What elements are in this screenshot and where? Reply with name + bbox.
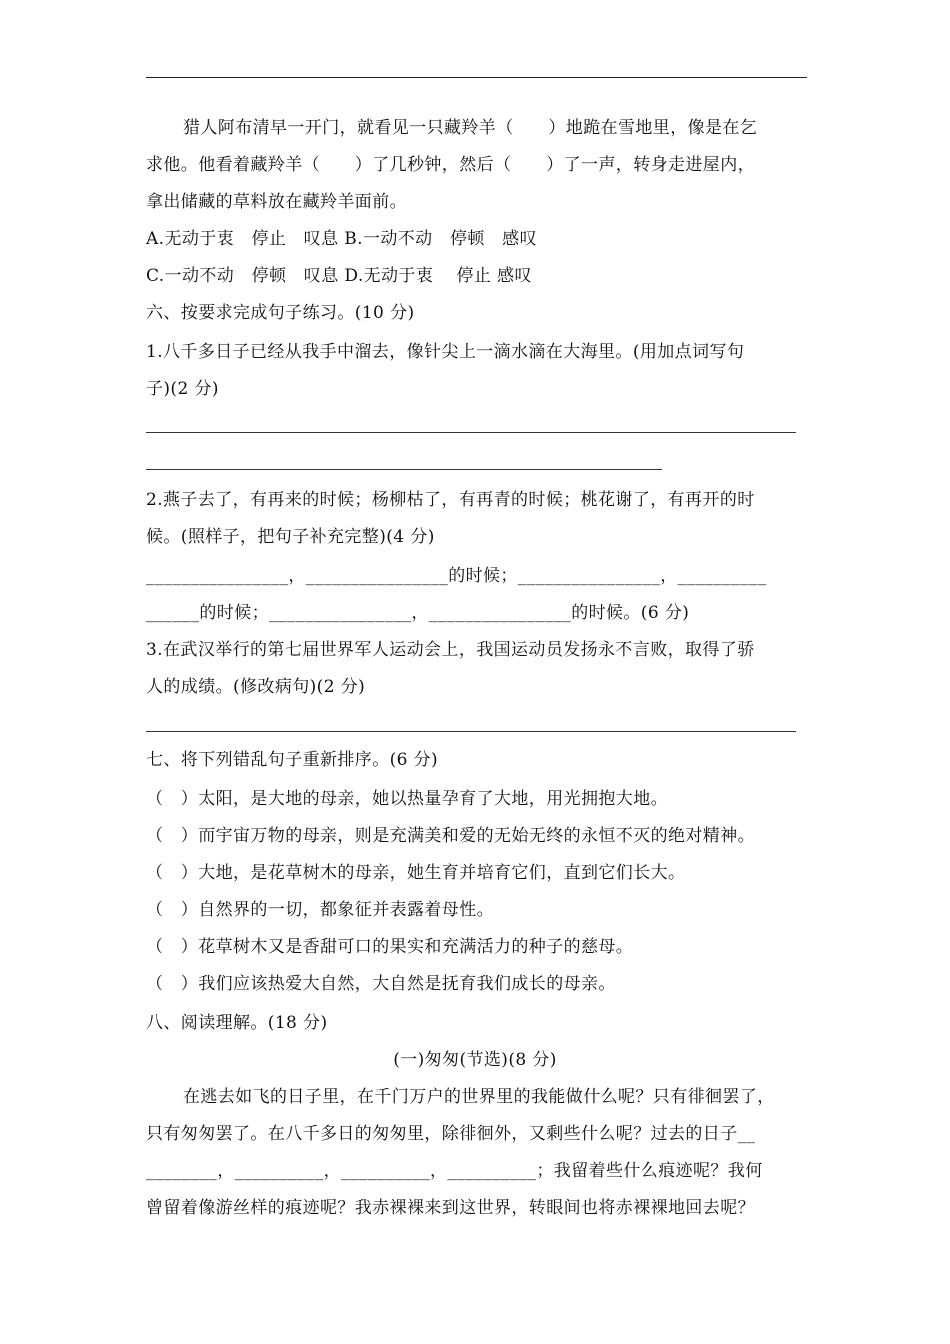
ordering-item: （ ）而宇宙万物的母亲，则是充满美和爱的无始无终的永恒不灭的绝对精神。 [146, 826, 755, 846]
section-heading: 六、按要求完成句子练习。(10 分) [146, 303, 415, 323]
ordering-item: （ ）大地，是花草树木的母亲，她生育并培育它们，直到它们长大。 [146, 863, 686, 883]
option-line: A.无动于衷 停止 叹息 B.一动不动 停顿 感叹 [146, 229, 537, 249]
ordering-item: （ ）太阳，是大地的母亲，她以热量孕育了大地，用光拥抱大地。 [146, 789, 668, 809]
answer-line[interactable] [146, 469, 662, 470]
paragraph-line: 求他。他看着藏羚羊（ ）了几秒钟，然后（ ）了一声，转身走进屋内， [146, 155, 755, 175]
paragraph-line: 猎人阿布清早一开门，就看见一只藏羚羊（ ）地跪在雪地里，像是在乞 [183, 118, 758, 138]
question-line: 3.在武汉举行的第七届世界军人运动会上，我国运动员发扬永不言败，取得了骄 [146, 640, 755, 660]
question-line: 候。(照样子，把句子补充完整)(4 分) [146, 527, 435, 547]
paragraph-line: 拿出储藏的草料放在藏羚羊面前。 [146, 192, 407, 212]
section-heading: 八、阅读理解。(18 分) [146, 1013, 328, 1033]
ordering-item: （ ）我们应该热爱大自然，大自然是抚育我们成长的母亲。 [146, 974, 616, 994]
fill-blank-line: ________________，________________的时候；________________，__________ [146, 566, 767, 586]
question-line: 人的成绩。(修改病句)(2 分) [146, 677, 366, 697]
option-line: C.一动不动 停顿 叹息 D.无动于衷 停止 感叹 [146, 266, 532, 286]
passage-line: 只有匆匆罢了。在八千多日的匆匆里，除徘徊外，又剩些什么呢？过去的日子__ [146, 1124, 756, 1144]
passage-title: (一)匆匆(节选)(8 分) [393, 1050, 557, 1070]
passage-line: 在逃去如飞的日子里，在千门万户的世界里的我能做什么呢？只有徘徊罢了， [183, 1087, 775, 1107]
answer-line[interactable] [146, 731, 796, 732]
fill-blank-line: ______的时候；________________，________________的时候。(6 分) [146, 603, 690, 623]
section-heading: 七、将下列错乱句子重新排序。(6 分) [146, 750, 439, 770]
answer-line[interactable] [146, 432, 796, 433]
question-line: 1.八千多日子已经从我手中溜去，像针尖上一滴水滴在大海里。(用加点词写句 [146, 342, 745, 362]
passage-line: ________，__________，__________，__________；我留着些什么痕迹呢？我何 [146, 1161, 763, 1181]
passage-line: 曾留着像游丝样的痕迹呢？我赤裸裸来到这世界，转眼间也将赤裸裸地回去呢？ [146, 1198, 755, 1218]
question-line: 子)(2 分) [146, 379, 219, 399]
question-line: 2.燕子去了，有再来的时候；杨柳枯了，有再青的时候；桃花谢了，有再开的时 [146, 490, 755, 510]
ordering-item: （ ）自然界的一切，都象征并表露着母性。 [146, 900, 494, 920]
header-rule [146, 77, 807, 78]
ordering-item: （ ）花草树木又是香甜可口的果实和充满活力的种子的慈母。 [146, 937, 634, 957]
